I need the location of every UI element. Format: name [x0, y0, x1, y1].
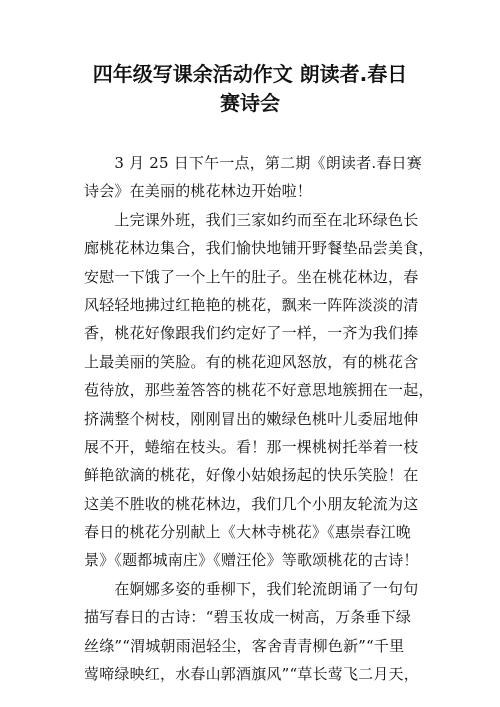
body-line: 3 月 25 日下午一点，第二期《朗读者.春日赛: [84, 154, 422, 172]
body-line: 鲜艳欲滴的桃花，好像小姑娘扬起的快乐笑脸！在: [84, 466, 419, 485]
body-line: 挤满整个树枝，刚刚冒出的嫩绿色桃叶儿委屈地伸: [84, 409, 419, 428]
document-body: [84, 149, 434, 688]
document-title-line-2: 赛诗会: [220, 91, 280, 115]
body-line: 香，桃花好像跟我们约定好了一样，一齐为我们捧: [84, 324, 419, 343]
body-line: 景》《题都城南庄》《赠汪伦》等歌颂桃花的古诗！: [84, 551, 419, 570]
body-line: 莺啼绿映红，水春山郭酒旗风”“草长莺飞二月天，: [84, 665, 419, 684]
body-line: 春日的桃花分别献上《大林寺桃花》《惠崇春江晚: [84, 523, 411, 542]
body-line: 上最美丽的笑脸。有的桃花迎风怒放，有的桃花含: [84, 352, 419, 371]
body-line: 在婀娜多姿的垂柳下，我们轮流朗诵了一句句: [84, 579, 419, 598]
body-line: 苞待放，那些羞答答的桃花不好意思地簇拥在一起，: [84, 381, 434, 400]
body-line: 描写春日的古诗：“碧玉妆成一树高，万条垂下绿: [84, 608, 412, 627]
body-line: 廊桃花林边集合，我们愉快地铺开野餐垫品尝美食，: [84, 239, 434, 258]
body-line: 诗会》在美丽的桃花林边开始啦！: [84, 182, 313, 201]
body-line: 丝绦”“渭城朝雨浥轻尘，客舍青青柳色新”“千里: [84, 636, 405, 655]
body-line: 风轻轻地拂过红艳艳的桃花，飘来一阵阵淡淡的清: [84, 295, 419, 314]
body-line: 展不开，蜷缩在枝头。看！那一棵桃树托举着一枝: [84, 437, 419, 456]
body-line: 上完课外班，我们三家如约而至在北环绿色长: [84, 210, 419, 229]
body-line: 这美不胜收的桃花林边，我们几个小朋友轮流为这: [84, 494, 419, 513]
body-line: 安慰一下饿了一个上午的肚子。坐在桃花林边，春: [84, 267, 419, 286]
document-title-line-1: 四年级写课余活动作文 朗读者.春日: [92, 62, 408, 86]
